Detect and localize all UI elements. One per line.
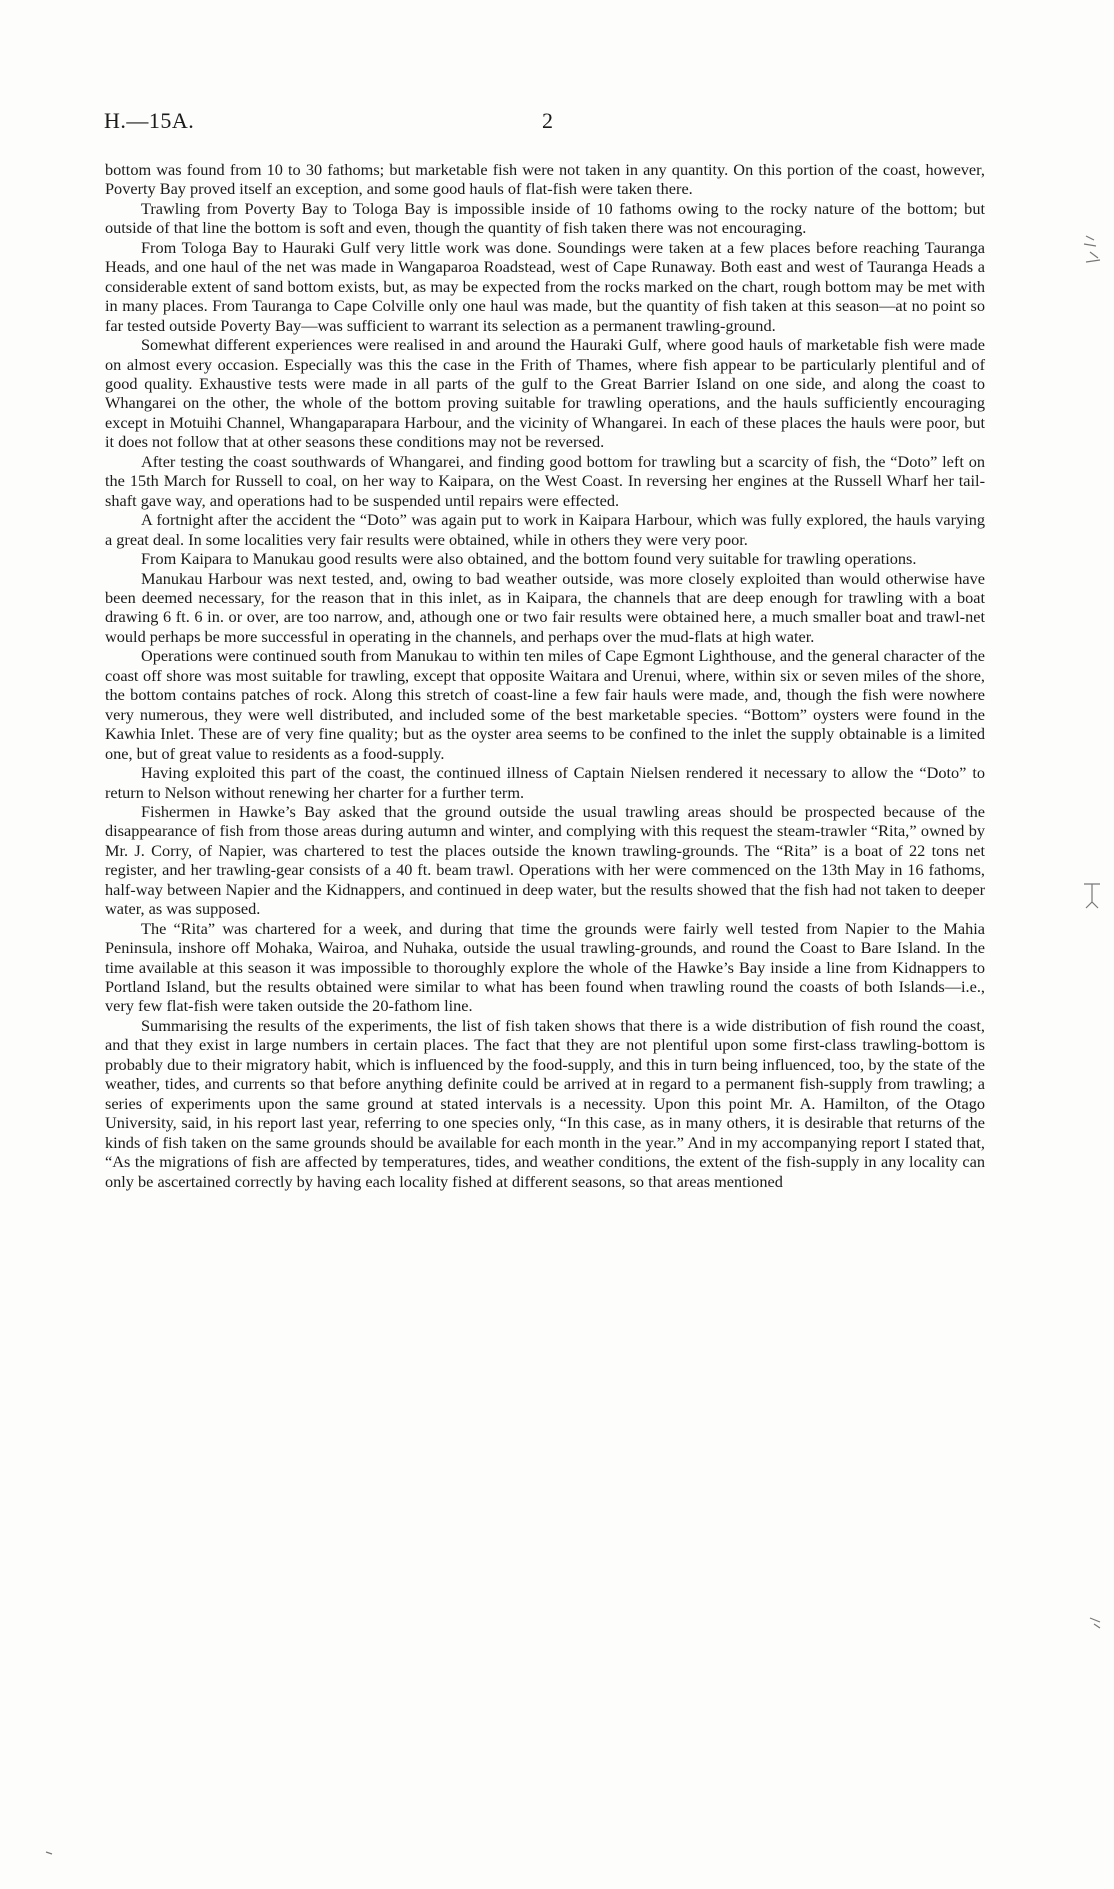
paragraph: Fishermen in Hawke’s Bay asked that the ground outside the usual trawling areas should be prospected because of the disappearance of fish from those areas during autumn and winter, and complying with this request the steam-trawler “Rita,” owned by Mr. J. Corry, of Napier, was chartered to test the places outside the known trawling-grounds. The “Rita” is a boat of 22 tons net register, and her trawling-gear consists of a 40 ft. beam trawl. Operations with her were commenced on the 13th May in 16 fathoms, half-way between Napier and the Kidnappers, and continued in deep water, but the results showed that the fish had not taken to deeper water, as was supposed. bbox=[105, 801, 985, 919]
paragraph: Somewhat different experiences were realised in and around the Hauraki Gulf, where good hauls of marketable fish were made on almost every occasion. Especially was this the case in the Frith of Thames, where fish appear to be particularly plentiful and of good quality. Exhaustive tests were made in all parts of the gulf to the Great Barrier Island on one side, and along the coast to Whangarei on the other, the whole of the bottom proving suitable for trawling operations, and the hauls sufficiently encouraging except in Motuihi Channel, Whangaparapara Harbour, and the vicinity of Whangarei. In each of these places the hauls were poor, but it does not follow that at other seasons these conditions may not be reversed. bbox=[105, 335, 985, 452]
document-id: H.—15A. bbox=[104, 108, 195, 133]
paragraph: From Tologa Bay to Hauraki Gulf very little work was done. Soundings were taken at a few places before reaching Tauranga Heads, and one haul of the net was made in Wangaparoa Roadstead, west of Cape Runaway. Both east and west of Tauranga Heads a considerable extent of sand bottom exists, but, as may be expected from the rocks marked on the chart, rough bottom may be met with in many places. From Tauranga to Cape Colville only one haul was made, but the quantity of fish taken at this season—at no point so far tested outside Poverty Bay—was sufficient to warrant its selection as a permanent trawling-ground. bbox=[105, 237, 985, 335]
paragraph: Operations were continued south from Manukau to within ten miles of Cape Egmont Lighthouse, and the general character of the coast off shore was most suitable for trawling, except that opposite Waitara and Urenui, where, within six or seven miles of the shore, the bottom contains patches of rock. Along this stretch of coast-line a few fair hauls were made, and, though the fish were nowhere very numerous, they were well distributed, and included some of the best marketable species. “Bottom” oysters were found in the Kawhia Inlet. These are of very fine quality; but as the oyster area seems to be confined to the inlet the supply obtainable is a limited one, but of great value to residents as a food-supply. bbox=[105, 646, 985, 763]
paragraph: The “Rita” was chartered for a week, and during that time the grounds were fairly well tested from Napier to the Mahia Peninsula, inshore off Mohaka, Wairoa, and Nuhaka, outside the usual trawling-grounds, and round the Coast to Bare Island. In the time available at this season it was impossible to thoroughly explore the whole of the Hawke’s Bay inside a line from Kidnappers to Portland Island, but the results obtained were similar to what has been found when trawling round the coasts of both Islands—i.e., very few flat-fish were taken outside the 20-fathom line. bbox=[105, 918, 985, 1016]
paragraph: Manukau Harbour was next tested, and, owing to bad weather outside, was more closely exploited than would otherwise have been deemed necessary, for the reason that in this inlet, as in Kaipara, the channels that are deep enough for trawling with a boat drawing 6 ft. 6 in. or over, are too narrow, and, athough one or two fair results were obtained here, a much smaller boat and trawl-net would perhaps be more successful in operating in the channels, and perhaps over the mud-flats at high water. bbox=[105, 568, 985, 646]
scan-artifact-mark bbox=[44, 1848, 56, 1858]
page-number: 2 bbox=[542, 108, 553, 133]
scan-artifact-mark bbox=[1080, 232, 1104, 272]
paragraph: Summarising the results of the experiments, the list of fish taken shows that there is a wide distribution of fish round the coast, and that they exist in large numbers in certain places. The fact that they are not plentiful upon some first-class trawling-bottom is probably due to their migratory habit, which is influenced by the food-supply, and this in turn being influenced, too, by the state of the weather, tides, and currents so that before anything definite could be arrived at in regard to a permanent fish-supply from trawling; a series of experiments upon the same ground at stated intervals is a necessity. Upon this point Mr. A. Hamilton, of the Otago University, said, in his report last year, referring to one species only, “In this case, as in many others, it is desirable that returns of the kinds of fish taken on the same grounds should be available for each month in the year.” And in my accompanying report I stated that, “As the migrations of fish are affected by temperatures, tides, and weather conditions, the extent of the fish-supply in any locality can only be ascertained correctly by having each locality fished at different seasons, so that areas mentioned bbox=[105, 1015, 985, 1191]
paragraph: Trawling from Poverty Bay to Tologa Bay is impossible inside of 10 fathoms owing to the rocky nature of the bottom; but outside of that line the bottom is soft and even, though the quantity of fish taken there was not encouraging. bbox=[105, 198, 985, 238]
body-text bbox=[105, 160, 985, 1191]
scan-artifact-mark bbox=[1080, 880, 1104, 920]
paragraph: Having exploited this part of the coast, the continued illness of Captain Nielsen rendered it necessary to allow the “Doto” to return to Nelson without renewing her charter for a further term. bbox=[105, 763, 985, 802]
scan-artifact-mark bbox=[1088, 1612, 1104, 1632]
paragraph: bottom was found from 10 to 30 fathoms; but marketable fish were not taken in any quantity. On this portion of the coast, however, Poverty Bay proved itself an exception, and some good hauls of flat-fish were taken there. bbox=[105, 160, 985, 199]
paragraph: From Kaipara to Manukau good results were also obtained, and the bottom found very suitable for trawling operations. bbox=[141, 549, 917, 569]
paragraph: After testing the coast southwards of Whangarei, and finding good bottom for trawling but a scarcity of fish, the “Doto” left on the 15th March for Russell to coal, on her way to Kaipara, on the West Coast. In reversing her engines at the Russell Wharf her tail-shaft gave way, and operations had to be suspended until repairs were effected. bbox=[105, 451, 985, 510]
paragraph: A fortnight after the accident the “Doto” was again put to work in Kaipara Harbour, which was fully explored, the hauls varying a great deal. In some localities very fair results were obtained, while in others they were very poor. bbox=[105, 510, 985, 549]
page-header bbox=[104, 108, 984, 142]
